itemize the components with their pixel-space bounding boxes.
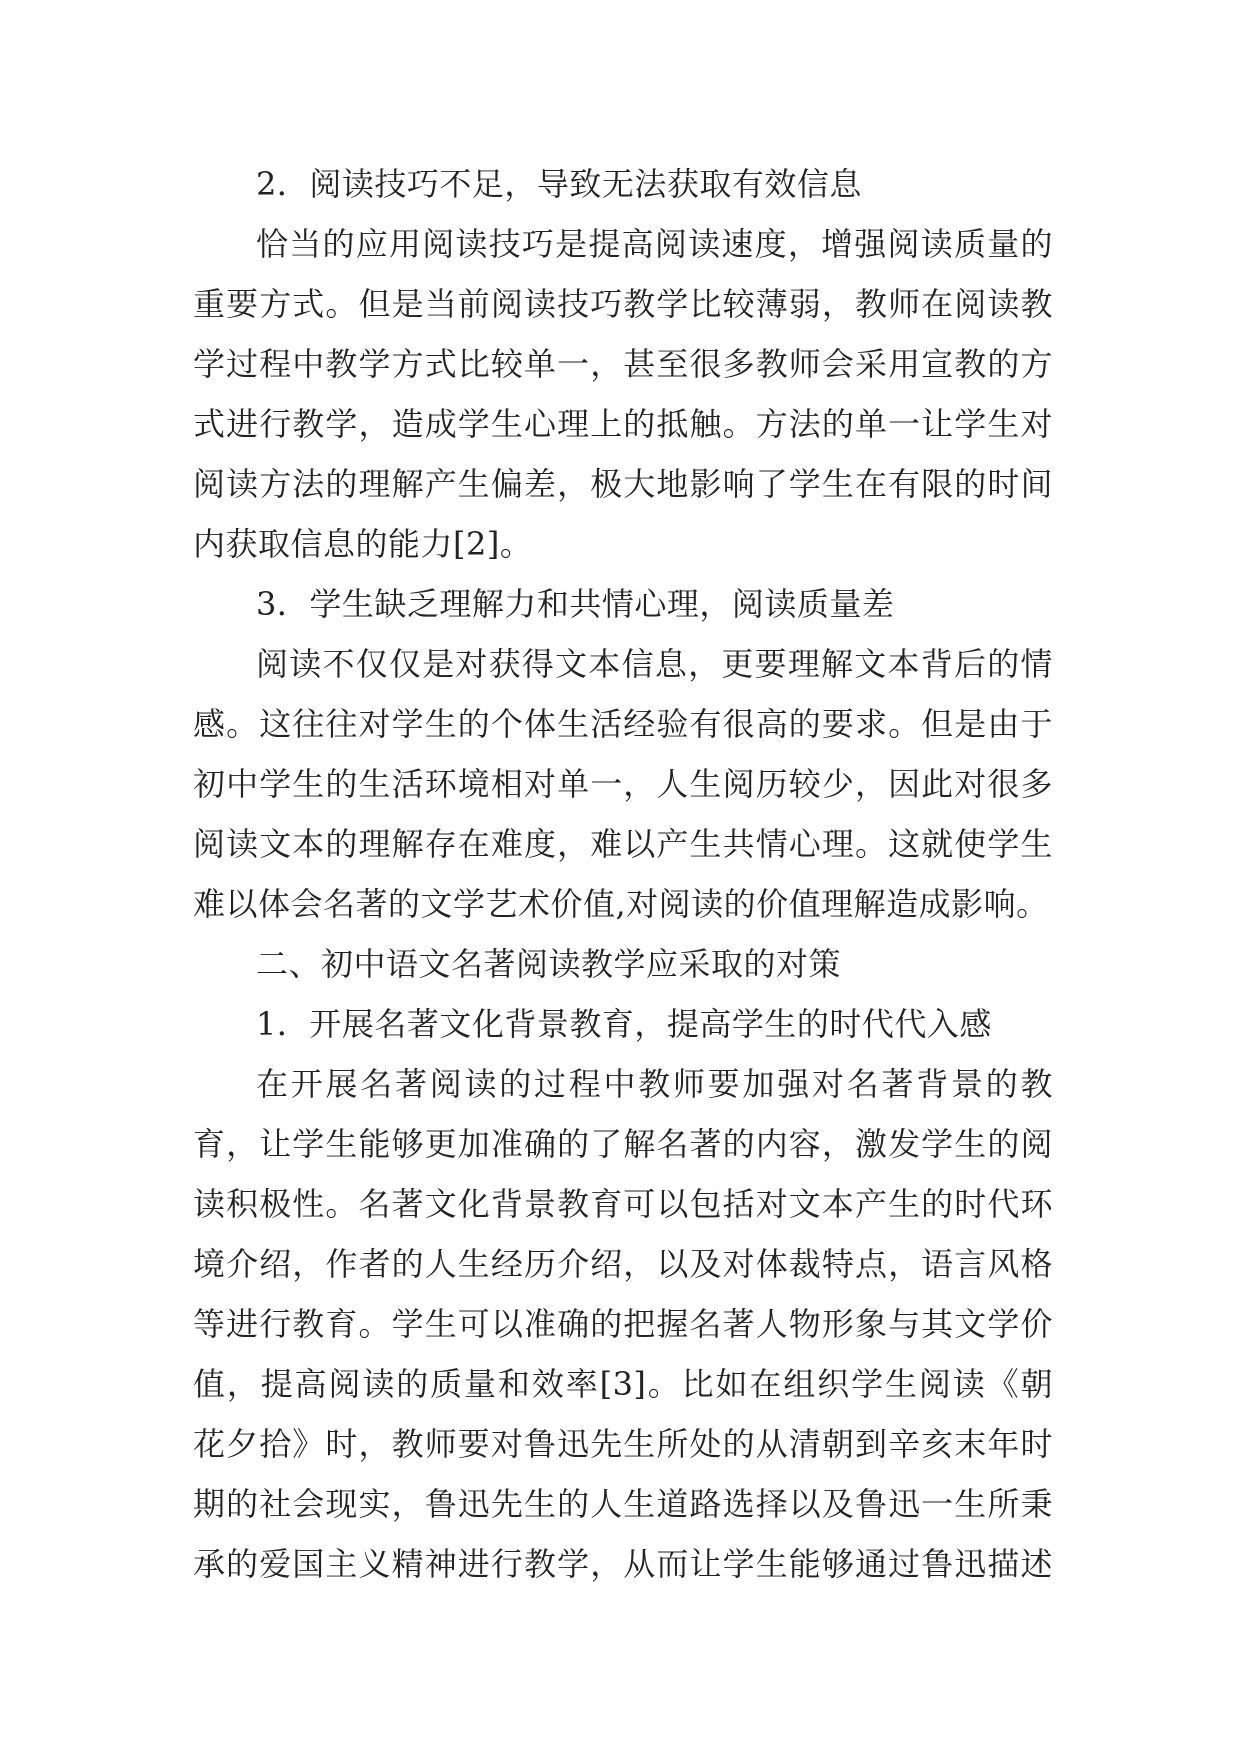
paragraph-line: 期的社会现实，鲁迅先生的人生道路选择以及鲁迅一生所秉 — [193, 1485, 1053, 1523]
paragraph-line: 重要方式。但是当前阅读技巧教学比较薄弱，教师在阅读教 — [193, 285, 1053, 323]
paragraph-line: 境介绍，作者的人生经历介绍，以及对体裁特点，语言风格 — [193, 1245, 1053, 1283]
paragraph-line: 学过程中教学方式比较单一，甚至很多教师会采用宣教的方 — [193, 345, 1053, 383]
paragraph-line: 感。这往往对学生的个体生活经验有很高的要求。但是由于 — [193, 705, 1053, 743]
section-heading-3: 3．学生缺乏理解力和共情心理，阅读质量差 — [256, 585, 895, 623]
paragraph-line: 等进行教育。学生可以准确的把握名著人物形象与其文学价 — [193, 1305, 1053, 1343]
paragraph-line: 值，提高阅读的质量和效率[3]。比如在组织学生阅读《朝 — [193, 1365, 1053, 1403]
paragraph-line: 初中学生的生活环境相对单一，人生阅历较少，因此对很多 — [193, 765, 1053, 803]
paragraph-line: 承的爱国主义精神进行教学，从而让学生能够通过鲁迅描述 — [193, 1545, 1053, 1583]
paragraph-line: 阅读方法的理解产生偏差，极大地影响了学生在有限的时间 — [193, 465, 1053, 503]
chapter-heading: 二、初中语文名著阅读教学应采取的对策 — [256, 945, 842, 983]
paragraph-line: 难以体会名著的文学艺术价值,对阅读的价值理解造成影响。 — [193, 885, 1049, 923]
paragraph-line: 育，让学生能够更加准确的了解名著的内容，激发学生的阅 — [193, 1125, 1053, 1163]
paragraph-line: 花夕拾》时，教师要对鲁迅先生所处的从清朝到辛亥末年时 — [193, 1425, 1053, 1463]
section-heading-1: 1．开展名著文化背景教育，提高学生的时代代入感 — [256, 1005, 992, 1043]
paragraph-line: 式进行教学，造成学生心理上的抵触。方法的单一让学生对 — [193, 405, 1053, 443]
paragraph-line: 内获取信息的能力[2]。 — [193, 525, 533, 563]
paragraph-line: 阅读文本的理解存在难度，难以产生共情心理。这就使学生 — [193, 825, 1053, 863]
paragraph-line: 恰当的应用阅读技巧是提高阅读速度，增强阅读质量的 — [256, 225, 1053, 263]
paragraph-line: 在开展名著阅读的过程中教师要加强对名著背景的教 — [256, 1065, 1053, 1103]
section-heading-2: 2．阅读技巧不足，导致无法获取有效信息 — [256, 165, 862, 203]
paragraph-line: 阅读不仅仅是对获得文本信息，更要理解文本背后的情 — [256, 645, 1053, 683]
paragraph-line: 读积极性。名著文化背景教育可以包括对文本产生的时代环 — [193, 1185, 1053, 1223]
